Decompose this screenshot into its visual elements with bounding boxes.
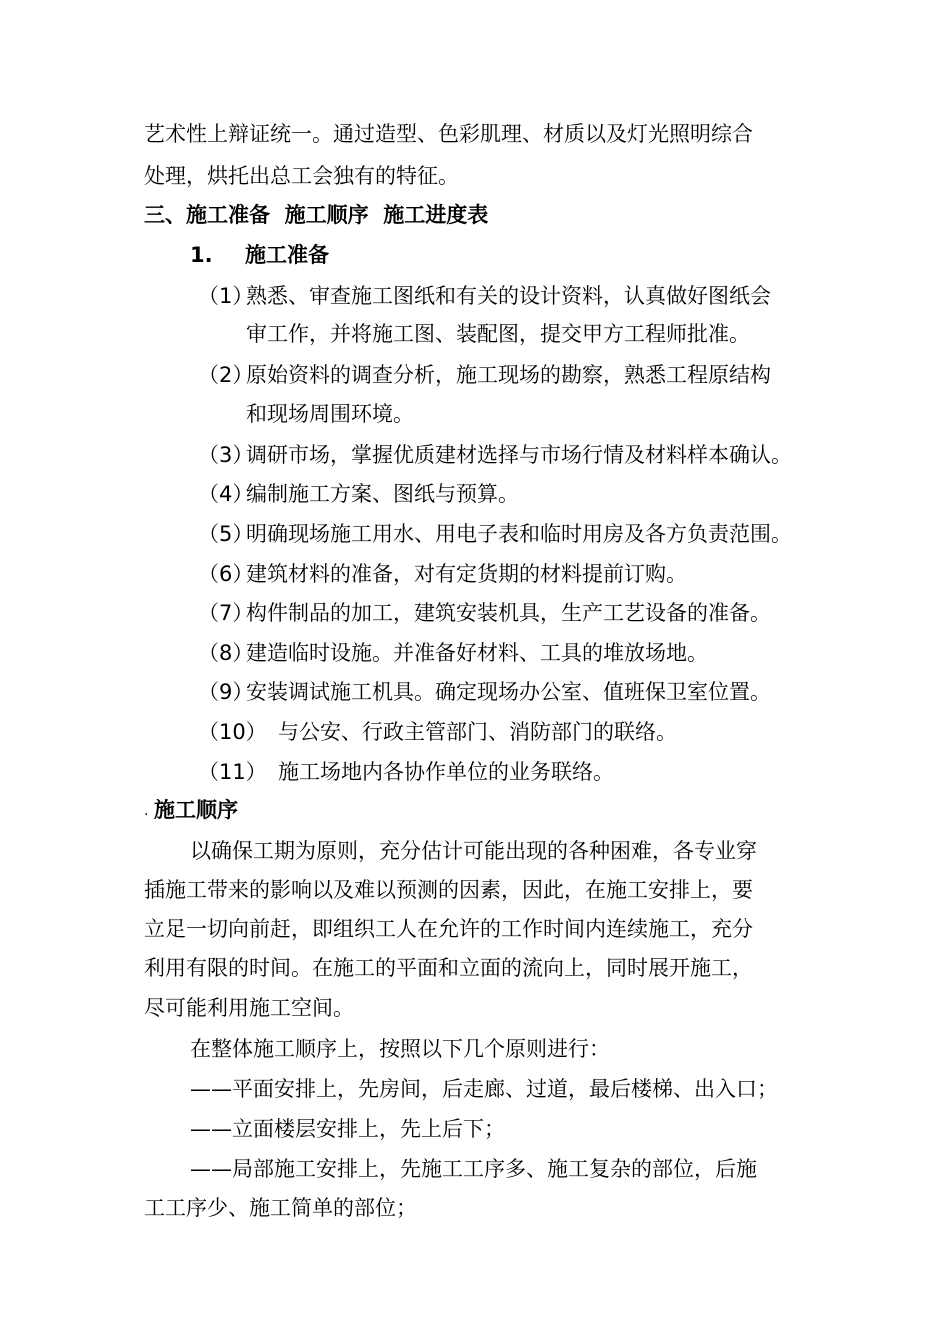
prep-item-9-number: （9） <box>198 680 254 704</box>
prep-item-1-line-2: 审工作，并将施工图、装配图，提交甲方工程师批准。 <box>246 322 750 346</box>
prep-item-6-number: （6） <box>198 562 254 586</box>
intro-line-2: 处理，烘托出总工会独有的特征。 <box>144 164 459 188</box>
prep-item-1-number: （1） <box>198 284 254 308</box>
prep-item-11-line-1: 施工场地内各协作单位的业务联络。 <box>278 760 614 784</box>
prep-item-2-line-2: 和现场周围环境。 <box>246 402 414 426</box>
rule-line-3: ——局部施工安排上，先施工工序多、施工复杂的部位，后施 <box>190 1157 757 1181</box>
prep-item-5-number: （5） <box>198 522 254 546</box>
prep-item-4-line-1: 编制施工方案、图纸与预算。 <box>246 482 519 506</box>
prep-item-4-number: （4） <box>198 482 254 506</box>
paragraph-1-line-5: 尽可能利用施工空间。 <box>144 996 354 1020</box>
prep-item-3-line-1: 调研市场，掌握优质建材选择与市场行情及材料样本确认。 <box>246 443 792 467</box>
paragraph-1-line-4: 利用有限的时间。在施工的平面和立面的流向上，同时展开施工， <box>144 956 753 980</box>
prep-item-8-line-1: 建造临时设施。并准备好材料、工具的堆放场地。 <box>246 641 708 665</box>
prep-item-11-number: （11） <box>198 760 267 784</box>
rule-line-1: ——平面安排上，先房间，后走廊、过道，最后楼梯、出入口； <box>190 1077 778 1101</box>
paragraph-1-line-1: 以确保工期为原则，充分估计可能出现的各种困难，各专业穿 <box>190 839 757 863</box>
prep-item-10-number: （10） <box>198 720 267 744</box>
section-3-heading: 三、施工准备 施工顺序 施工进度表 <box>144 203 489 227</box>
intro-line-1: 艺术性上辩证统一。通过造型、色彩肌理、材质以及灯光照明综合 <box>144 122 753 146</box>
paragraph-2-intro: 在整体施工顺序上，按照以下几个原则进行： <box>190 1037 610 1061</box>
prep-item-8-number: （8） <box>198 641 254 665</box>
prep-item-2-number: （2） <box>198 363 254 387</box>
prep-item-2-line-1: 原始资料的调查分析，施工现场的勘察，熟悉工程原结构 <box>246 363 771 387</box>
prep-item-9-line-1: 安装调试施工机具。确定现场办公室、值班保卫室位置。 <box>246 680 771 704</box>
prep-item-7-number: （7） <box>198 601 254 625</box>
prep-item-10-line-1: 与公安、行政主管部门、消防部门的联络。 <box>278 720 677 744</box>
rule-line-2: ——立面楼层安排上，先上后下； <box>190 1117 505 1141</box>
subsection-2-prefix: . <box>144 803 149 819</box>
subsection-1-title: 施工准备 <box>245 243 329 267</box>
paragraph-1-line-2: 插施工带来的影响以及难以预测的因素，因此，在施工安排上，要 <box>144 878 753 902</box>
paragraph-1-line-3: 立足一切向前赶，即组织工人在允许的工作时间内连续施工，充分 <box>144 917 753 941</box>
prep-item-1-line-1: 熟悉、审查施工图纸和有关的设计资料，认真做好图纸会 <box>246 284 771 308</box>
prep-item-3-number: （3） <box>198 443 254 467</box>
prep-item-7-line-1: 构件制品的加工，建筑安装机具，生产工艺设备的准备。 <box>246 601 771 625</box>
prep-item-5-line-1: 明确现场施工用水、用电子表和临时用房及各方负责范围。 <box>246 522 792 546</box>
prep-item-6-line-1: 建筑材料的准备，对有定货期的材料提前订购。 <box>246 562 687 586</box>
subsection-1-number: 1. <box>190 243 213 267</box>
rule-line-4: 工工序少、施工简单的部位； <box>144 1196 417 1220</box>
subsection-2-title: 施工顺序 <box>154 798 238 822</box>
